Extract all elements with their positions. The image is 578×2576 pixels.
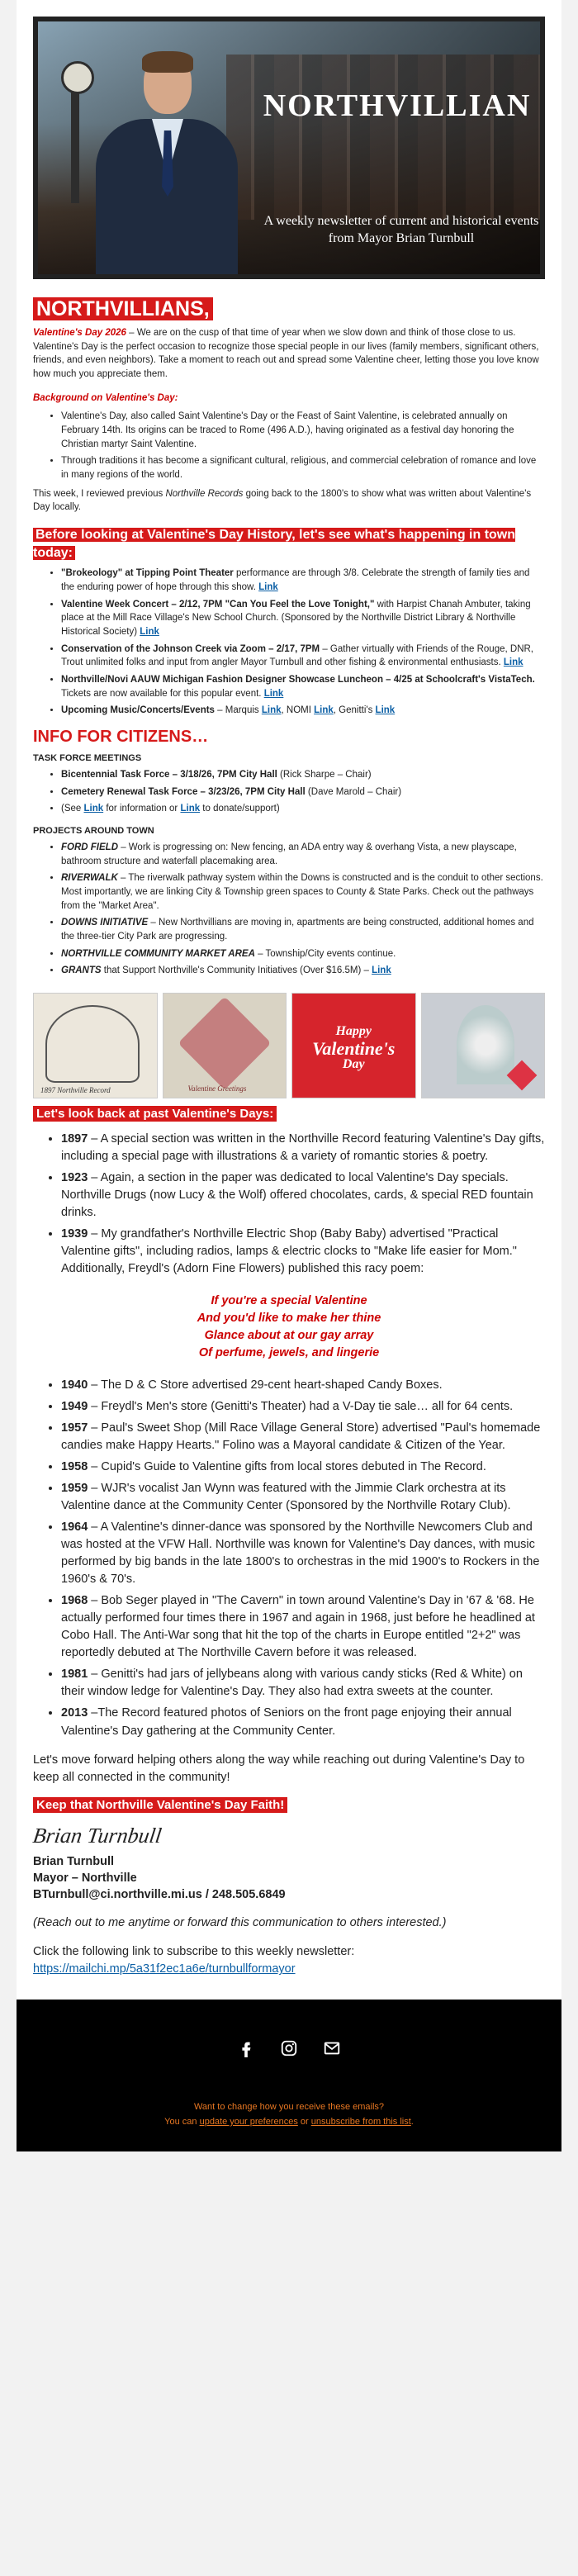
list-item: • 1939 – My grandfather's Northville Electric Shop (Baby Baby) advertised "Practical Valentine gifts", including radios, lamps & electric clocks to "Make life easier for Mom." Additionally, Freydl's (Adorn Fine Flowers) published this racy poem: <box>61 1226 545 1278</box>
list-item: • Valentine Week Concert – 2/12, 7PM "Can You Feel the Love Tonight," with Harpist Chanah Ambuter, taking place at the Mill Race Village's New School Church. (Sponsored by the Northville District Library & Northville Historical Society) Link <box>61 598 545 639</box>
signature-block <box>33 1853 545 1904</box>
intro-paragraph: Valentine's Day 2026 – We are on the cusp of that time of year when we slow down and think of those close to us. Valentine's Day is the perfect occasion to recognize those special people in our lives (family members, significant others, friends, and even neighbors). Take a moment to reach out and spread some Valentine cheer, letting those you love know how much you appreciate them. <box>33 328 539 380</box>
list-item: • 1964 – A Valentine's dinner-dance was sponsored by the Northville Newcomers Club and was hosted at the VFW Hall. Northville was known for Valentine's Day dances, with music performed by big bands in the late 1800's to orchestras in the mid 1900's to Rockers in the 1960's & 70's. <box>61 1519 545 1588</box>
faith-banner: Keep that Northville Valentine's Day Faith! <box>33 1798 545 1812</box>
happening-heading: Before looking at Valentine's Day History, let's see what's happening in town today: <box>33 528 516 560</box>
list-item: • 1940 – The D & C Store advertised 29-cent heart-shaped Candy Boxes. <box>61 1377 545 1394</box>
reach-out-note: (Reach out to me anytime or forward this communication to others interested.) <box>33 1916 447 1930</box>
history-list-a <box>33 1131 545 1278</box>
footer-note: Want to change how you receive these emails? You can update your preferences or unsubscribe from this list. <box>164 2102 414 2128</box>
newsletter <box>17 0 561 2151</box>
happening-list <box>33 567 545 718</box>
clock-face <box>61 61 94 94</box>
header-banner <box>33 17 545 279</box>
list-item: • 1957 – Paul's Sweet Shop (Mill Race Village General Store) advertised "Paul's homemade candies make Happy Hearts." Folino was a Mayoral candidate & Citizen of the Year. <box>61 1420 545 1454</box>
list-item: • Conservation of the Johnson Creek via Zoom – 2/17, 7PM – Gather virtually with Friends of the Rouge, DNR, Trout unlimited folks and input from angler Mayor Turnbull and other fishing & environmental enthusiasts. Link <box>61 643 545 670</box>
donate-link[interactable]: Link <box>180 804 201 814</box>
event-link[interactable]: Link <box>258 581 278 592</box>
list-item: • Upcoming Music/Concerts/Events – Marquis Link, NOMI Link, Genitti's Link <box>61 704 545 718</box>
event-link[interactable]: Link <box>503 657 524 668</box>
sender-contact[interactable]: BTurnbull@ci.northville.mi.us / 248.505.6849 <box>33 1888 286 1902</box>
list-item: • 1897 – A special section was written in the Northville Record featuring Valentine's Day gifts, including a special page with illustrations & a variety of romantic stories & poetry. <box>61 1131 545 1165</box>
mayor-photo <box>96 55 236 278</box>
sender-title: Mayor – Northville <box>33 1871 137 1885</box>
genittis-link[interactable]: Link <box>375 705 396 716</box>
review-paragraph: This week, I reviewed previous Northville Records going back to the 1800's to show what was written about Valentine's Day locally. <box>33 488 532 513</box>
email-icon[interactable] <box>321 2038 343 2059</box>
background-heading: Background on Valentine's Day: <box>33 392 178 403</box>
background-list <box>33 410 545 482</box>
history-list-b <box>33 1377 545 1739</box>
photo-1897-record: 1897 Northville Record <box>33 993 158 1098</box>
list-item: • 1968 – Bob Seger played in "The Cavern" in town around Valentine's Day in '67 & '68. He actually performed four times there in 1967 and again in 1968, just before he headlined at Cobo Hall. The Anti-War song that hit the top of the charts in Europe entitled "2+2" was reportedly debuted at The Northville Cavern before it was released. <box>61 1592 545 1662</box>
list-item: • 1923 – Again, a section in the paper was dedicated to local Valentine's Day specials. Northville Drugs (now Lucy & the Wolf) offered chocolates, cards, & special RED fountain drinks. <box>61 1169 545 1222</box>
list-item: • 1949 – Freydl's Men's store (Genitti's Theater) had a V-Day tie sale… all for 64 cents. <box>61 1398 545 1416</box>
projects-list <box>33 841 545 978</box>
facebook-icon[interactable] <box>235 2038 257 2059</box>
task-force-heading: TASK FORCE MEETINGS <box>33 752 142 763</box>
grants-link[interactable]: Link <box>372 965 391 976</box>
newsletter-title: NORTHVILLIAN <box>263 88 532 123</box>
list-item: • RIVERWALK – The riverwalk pathway system within the Downs is constructed and is the conduit to other sections. Most importantly, we are linking City & Township green spaces to County & State Parks. Check out the pathways from the "Market Area". <box>61 871 545 913</box>
photo-vintage-heart: Valentine Greetings <box>163 993 287 1098</box>
event-link[interactable]: Link <box>263 688 284 699</box>
list-item: • 1958 – Cupid's Guide to Valentine gifts from local stores debuted in The Record. <box>61 1459 545 1476</box>
newsletter-subtitle: A weekly newsletter of current and historical events from Mayor Brian Turnbull <box>263 214 539 245</box>
list-item: • "Brokeology" at Tipping Point Theater performance are through 3/8. Celebrate the strength of family ties and the enduring power of hope through this show. Link <box>61 567 545 594</box>
list-item: • NORTHVILLE COMMUNITY MARKET AREA – Township/City events continue. <box>61 947 545 961</box>
info-link[interactable]: Link <box>83 804 104 814</box>
list-item: • Valentine's Day, also called Saint Valentine's Day or the Feast of Saint Valentine, is celebrated annually on February 14th. Its origins can be traced to Rome (496 A.D.), having originated as a festival day honoring the Christian martyr Saint Valentine. <box>61 410 545 451</box>
photo-valentine-decor <box>421 993 546 1098</box>
list-item: • 1981 – Genitti's had jars of jellybeans along with various candy sticks (Red & White) on their window ledge for Valentine's Day. They also had extra sweets at the counter. <box>61 1666 545 1701</box>
unsubscribe-link[interactable]: unsubscribe from this list <box>310 2117 411 2128</box>
history-heading: Let's look back at past Valentine's Days: <box>33 1107 545 1121</box>
list-item: • Bicentennial Task Force – 3/18/26, 7PM City Hall (Rick Sharpe – Chair) <box>61 768 545 782</box>
update-preferences-link[interactable]: update your preferences <box>199 2117 298 2128</box>
downtown-buildings <box>226 55 540 220</box>
list-item: • Through traditions it has become a significant cultural, religious, and commercial celebration of romance and love in many regions of the world. <box>61 454 545 482</box>
photo-strip <box>33 993 545 1098</box>
task-force-list <box>33 768 545 816</box>
list-item: • FORD FIELD – Work is progressing on: New fencing, an ADA entry way & overhang Vista, a new playscape, bathroom structure and waterfall placemaking area. <box>61 841 545 868</box>
projects-heading: PROJECTS AROUND TOWN <box>33 825 154 836</box>
footer <box>17 2000 561 2151</box>
sender-name: Brian Turnbull <box>33 1854 115 1868</box>
marquis-link[interactable]: Link <box>261 705 282 716</box>
list-item: • 1959 – WJR's vocalist Jan Wynn was featured with the Jimmie Clark orchestra at its Valentine dance at the Community Center (Sponsored by the Northville Rotary Club). <box>61 1480 545 1515</box>
nomi-link[interactable]: Link <box>314 705 334 716</box>
subscribe-paragraph: Click the following link to subscribe to this weekly newsletter: https://mailchi.mp/5a31f2ec1a6e/turnbullformayor <box>33 1945 355 1976</box>
greeting-heading: NORTHVILLIANS, <box>33 297 545 321</box>
closing-paragraph: Let's move forward helping others along the way while reaching out during Valentine's Day to keep all connected in the community! <box>33 1753 525 1784</box>
list-item: • Northville/Novi AAUW Michigan Fashion Designer Showcase Luncheon – 4/25 at Schoolcraft's VistaTech. Tickets are now available for this popular event. Link <box>61 673 545 700</box>
event-link[interactable]: Link <box>140 626 159 637</box>
list-item: • DOWNS INITIATIVE – New Northvillians are moving in, apartments are being constructed, additional homes and the three-tier City Park are progressing. <box>61 916 545 943</box>
signature-script: Brian Turnbull <box>31 1823 163 1848</box>
list-item: • 2013 –The Record featured photos of Seniors on the front page enjoying their annual Valentine's Day gathering at the Community Center. <box>61 1705 545 1739</box>
list-item: • Cemetery Renewal Task Force – 3/23/26, 7PM City Hall (Dave Marold – Chair) <box>61 785 545 799</box>
list-item: • GRANTS that Support Northville's Community Initiatives (Over $16.5M) – Link <box>61 964 545 978</box>
photo-valentine-card: Happy Valentine's Day <box>291 993 416 1098</box>
list-item: • (See Link for information or Link to donate/support) <box>61 802 545 816</box>
info-heading: INFO FOR CITIZENS… <box>33 727 209 746</box>
subscribe-link[interactable]: https://mailchi.mp/5a31f2ec1a6e/turnbullformayor <box>33 1962 296 1976</box>
instagram-icon[interactable] <box>278 2038 300 2059</box>
social-icons <box>17 2038 561 2059</box>
valentine-poem: If you're a special Valentine And you'd like to make her thine Glance about at our gay array Of perfume, jewels, and lingerie <box>197 1294 381 1360</box>
